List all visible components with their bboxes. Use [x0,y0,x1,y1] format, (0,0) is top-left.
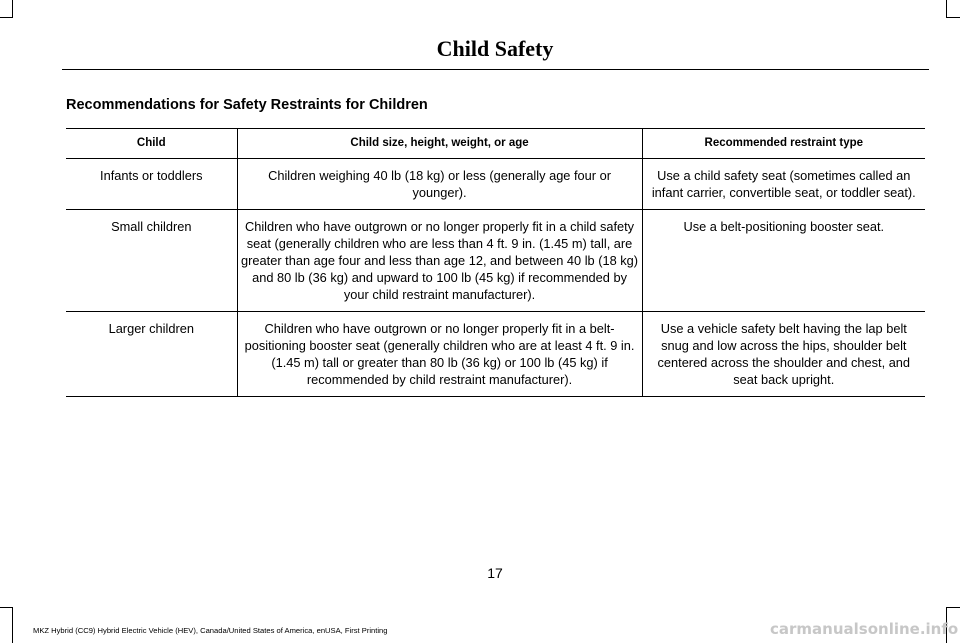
cell-restraint: Use a belt-positioning booster seat. [642,210,925,312]
header-divider [62,69,929,70]
column-header-restraint: Recommended restraint type [642,129,925,159]
cell-size: Children who have outgrown or no longer properly fit in a belt-positioning booster seat (generally children who are at least 4 ft. 9 in. (1.45 m) tall or greater than 80 lb (36 kg) or 100 lb (45 kg) if recommended by child restraint manufacturer). [237,312,642,397]
footer-publication-info: MKZ Hybrid (CC9) Hybrid Electric Vehicle (HEV), Canada/United States of America, enUSA, First Printing [33,626,388,635]
column-header-child: Child [66,129,237,159]
cell-size: Children who have outgrown or no longer properly fit in a child safety seat (generally children who are less than 4 ft. 9 in. (1.45 m) tall, are greater than age four and less than age 12, and between 40 lb (18 kg) and 80 lb (36 kg) and upward to 100 lb (45 kg) if recommended by your child restraint manufacturer). [237,210,642,312]
cell-child: Larger children [66,312,237,397]
cell-child: Infants or toddlers [66,159,237,210]
table-row [66,159,925,210]
table-row [66,210,925,312]
cell-restraint: Use a vehicle safety belt having the lap belt snug and low across the hips, shoulder belt centered across the shoulder and chest, and seat back upright. [642,312,925,397]
crop-mark [946,17,960,18]
crop-mark [946,607,960,608]
page-title: Child Safety [436,36,554,61]
crop-mark [12,0,13,17]
column-header-size: Child size, height, weight, or age [237,129,642,159]
table-header-row [66,129,925,159]
crop-mark [0,17,13,18]
crop-mark [946,0,947,17]
cell-restraint: Use a child safety seat (sometimes called an infant carrier, convertible seat, or toddler seat). [642,159,925,210]
crop-mark [0,607,13,608]
watermark: carmanualsonline.info [770,620,959,638]
table-row [66,312,925,397]
section-heading: Recommendations for Safety Restraints for Children [66,97,428,113]
page-number: 17 [487,565,503,581]
cell-size: Children weighing 40 lb (18 kg) or less (generally age four or younger). [237,159,642,210]
restraint-recommendations-table [66,128,925,397]
cell-child: Small children [66,210,237,312]
crop-mark [12,607,13,643]
